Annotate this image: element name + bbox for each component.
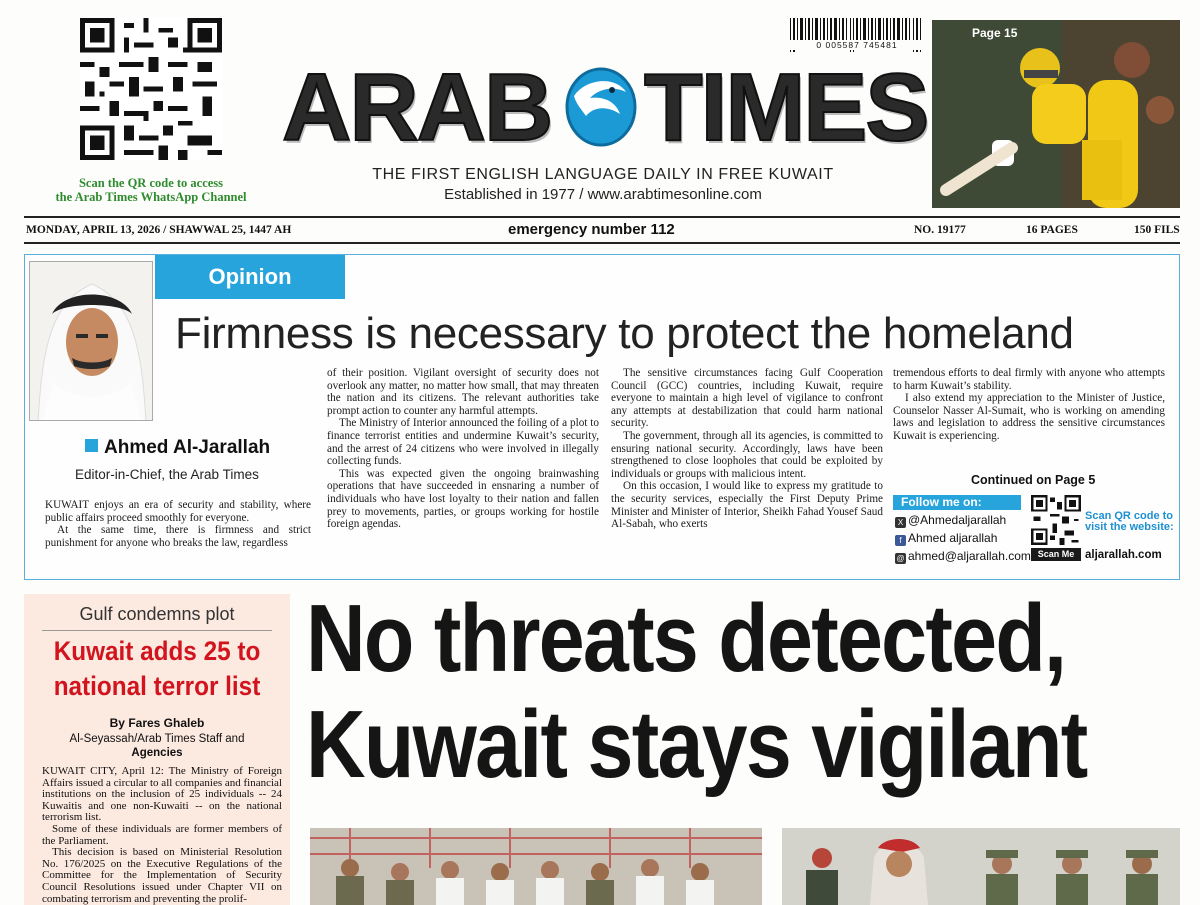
logo-word-arab: ARAB (282, 54, 552, 161)
officials-photo-left[interactable] (310, 828, 762, 905)
author-portrait (30, 262, 153, 421)
follow-panel (893, 495, 1183, 575)
opinion-label: Opinion (155, 255, 345, 299)
masthead-established: Established in 1977 / www.arabtimesonline.com (444, 186, 762, 203)
author-title: Editor-in-Chief, the Arab Times (75, 467, 259, 482)
author-name (85, 437, 315, 459)
whatsapp-qr-code[interactable] (80, 18, 222, 160)
officials-photo-right[interactable] (782, 828, 1180, 905)
qr-caption-line1: Scan the QR code to access (78, 176, 224, 190)
facebook-text: Ahmed aljarallah (908, 531, 998, 545)
page-count: 16 PAGES (1026, 224, 1078, 236)
paragraph: The Ministry of Interior announced the foiling of a plot to finance terrorist entities and undermine Kuwait’s security, and the arrest of 24 citizens who were involved in illegally collecting funds. (327, 417, 599, 468)
paragraph: On this occasion, I would like to express my gratitude to the security services, especially the First Deputy Prime Minister and Minister of Interior, Sheikh Fahad Yousef Saud Al-Sabah, who exerts (611, 480, 883, 531)
page-reference: Page 15 (972, 26, 1018, 40)
paragraph: This decision is based on Ministerial Resolution No. 176/2025 on the Executive Regulations of the Committee for the Implementation of Security Council Resolutions issued under Chapter VII on combating terrorism and preventing the prolif- (42, 846, 282, 905)
paragraph: KUWAIT CITY, April 12: The Ministry of Foreign Affairs issued a circular to all companies and financial institutions on the inclusion of 25 individuals -- 24 Kuwaitis and one non-Kuwaiti -- on the national terrorism list. (42, 765, 282, 824)
byline-line2: Al-Seyassah/Arab Times Staff and (69, 733, 245, 745)
paragraph: KUWAIT enjoys an era of security and stability, where public affairs proceed smoothly for everyone. (45, 499, 311, 524)
opinion-headline[interactable]: Firmness is necessary to protect the homeland (175, 309, 1074, 358)
opinion-column-4 (893, 367, 1165, 443)
author-photo (29, 261, 153, 421)
website-qr-code[interactable] (1031, 495, 1081, 545)
date-bar (24, 216, 1180, 244)
x-icon: X (895, 517, 906, 528)
cricket-player-illustration (932, 20, 1180, 208)
main-headline-line2: Kuwait stays vigilant (306, 691, 1087, 798)
divider (42, 630, 272, 631)
main-headline[interactable] (306, 585, 1087, 798)
issue-date: MONDAY, APRIL 13, 2026 / SHAWWAL 25, 1447 AH (26, 224, 292, 236)
masthead-tagline: THE FIRST ENGLISH LANGUAGE DAILY IN FREE KUWAIT (372, 166, 834, 183)
logo-word-times: TIMES (644, 54, 928, 161)
email-icon: @ (896, 554, 905, 563)
qr-caption (20, 176, 282, 204)
paragraph: This was expected given the ongoing brainwashing operations that have succeeded in ensnaring a number of individuals who have lost loyalty to their nation and fallen prey to movements, parties, or groups working for hostile foreign agendas. (327, 467, 599, 531)
barcode (788, 18, 924, 58)
square-bullet-icon (85, 439, 98, 452)
website-link[interactable]: aljarallah.com (1085, 549, 1162, 561)
author-name-text: Ahmed Al-Jarallah (104, 437, 271, 458)
opinion-box (24, 254, 1180, 580)
x-handle-text: @Ahmedaljarallah (908, 513, 1007, 527)
officials-group-illustration (310, 828, 762, 905)
continued-link[interactable]: Continued on Page 5 (971, 473, 1096, 487)
qr-caption-line2: the Arab Times WhatsApp Channel (55, 190, 247, 204)
officials-uniform-illustration (782, 828, 1180, 905)
paragraph: tremendous efforts to deal firmly with anyone who attempts to harm Kuwait’s stability. (893, 367, 1165, 392)
price: 150 FILS (1134, 224, 1180, 236)
barcode-number: 0 005587 745481 (790, 40, 924, 50)
cricket-photo[interactable] (932, 20, 1180, 208)
opinion-column-3 (611, 367, 883, 531)
follow-title: Follow me on: (893, 495, 1021, 510)
email-text: ahmed@aljarallah.com (908, 549, 1031, 563)
x-handle-link[interactable] (895, 513, 1006, 528)
email-link[interactable] (895, 549, 1031, 564)
story-body (42, 766, 282, 905)
opinion-column-2 (327, 367, 599, 531)
story-kicker: Gulf condemns plot (79, 604, 235, 624)
paragraph: I also extend my appreciation to the Minister of Justice, Counselor Nasser Al-Sumait, who is working on amending laws and legislation to address the sensitive circumstances Kuwait is experiencing. (893, 392, 1165, 442)
byline-line3: Agencies (131, 747, 183, 759)
side-story (24, 594, 290, 905)
story-headline[interactable]: Kuwait adds 25 to national terror list (53, 636, 261, 701)
facebook-icon: f (895, 535, 906, 546)
emergency-number: emergency number 112 (508, 221, 675, 238)
globe-bird-icon (564, 66, 638, 148)
paragraph: The government, through all its agencies, is committed to ensuring national security. Accordingly, laws have been strengthened to close loopholes that could be exploited by individuals or groups with malicious intent. (611, 429, 883, 480)
byline-agencies (24, 732, 290, 760)
paragraph: The sensitive circumstances facing Gulf Cooperation Council (GCC) countries, including Kuwait, require everyone to maintain a high level of vigilance to confront any attempts at destabilization that could harm national security. (611, 367, 883, 430)
issue-number: NO. 19177 (914, 224, 966, 236)
byline: By Fares Ghaleb (109, 716, 205, 730)
facebook-link[interactable] (895, 531, 997, 546)
masthead-logo[interactable] (282, 54, 928, 161)
scan-me-label: Scan Me (1031, 548, 1081, 561)
opinion-column-1 (45, 499, 311, 549)
scan-instruction: Scan QR code to visit the website: (1085, 510, 1174, 533)
paragraph: of their position. Vigilant oversight of security does not overlook any matter, no matter how small, that may threaten the nation and its citizens. The relevant authorities take prompt action to counter any harmful attempts. (327, 367, 599, 417)
paragraph: At the same time, there is firmness and strict punishment for anyone who breaks the law, regardless (45, 524, 311, 549)
paragraph: Some of these individuals are former members of the Parliament. (42, 822, 282, 847)
main-headline-line1: No threats detected, (306, 585, 1066, 692)
